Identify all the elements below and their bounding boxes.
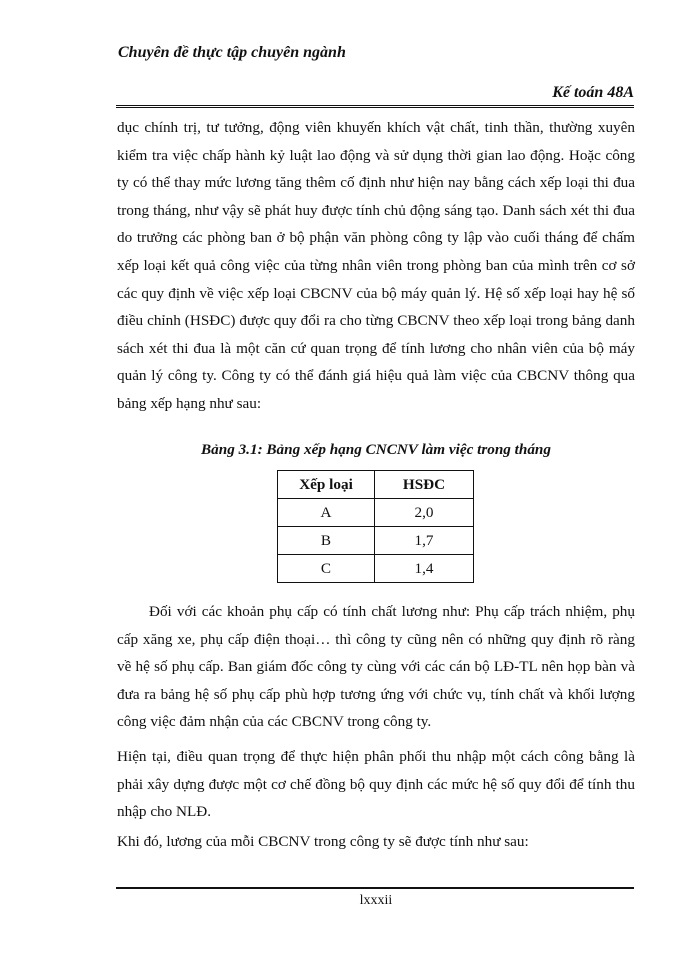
table-cell-hsdc: 1,4	[375, 555, 474, 583]
ranking-table	[277, 470, 474, 583]
header-double-rule	[116, 105, 634, 108]
page-number: lxxxii	[359, 893, 393, 908]
table-header-row	[278, 471, 474, 499]
paragraph-allowances: Đối với các khoản phụ cấp có tính chất lương như: Phụ cấp trách nhiệm, phụ cấp xăng xe, phụ cấp điện thoại… thì công ty cũng nên có những quy định rõ ràng về hệ số phụ cấp. Ban giám đốc công ty cùng với các cán bộ LĐ-TL nên họp bàn và đưa ra bảng hệ số phụ cấp phù hợp tương ứng với chức vụ, tính chất và khối lượng công việc đảm nhận của các CBCNV trong công ty.	[117, 603, 635, 731]
table-row	[278, 555, 474, 583]
paragraph-salary-formula-intro: Khi đó, lương của mỗi CBCNV trong công ty sẽ được tính như sau:	[117, 833, 529, 850]
paragraph-ranking-intro: dục chính trị, tư tưởng, động viên khuyến khích vật chất, tinh thần, thường xuyên kiểm tra việc chấp hành kỷ luật lao động và sử dụng thời gian lao động. Hoặc công ty có thể thay mức lương tăng thêm cố định như hiện nay bằng cách xếp loại thi đua trong tháng, như vậy sẽ phát huy được tính chủ động sáng tạo. Danh sách xét thi đua do trưởng các phòng ban ở bộ phận văn phòng công ty lập vào cuối tháng để chấm xếp loại kết quả công việc của từng nhân viên trong phòng ban của mình trên cơ sở các quy định về việc xếp loại CBCNV của bộ máy quản lý. Hệ số xếp loại hay hệ số điều chỉnh (HSĐC) được quy đổi ra cho từng CBCNV theo xếp loại trong bảng danh sách xét thi đua là một căn cứ quan trọng để tính lương cho nhân viên của bộ máy quản lý công ty. Công ty có thể đánh giá hiệu quả làm việc của CBCNV thông qua bảng xếp hạng như sau:	[117, 119, 635, 412]
table-row	[278, 499, 474, 527]
table-cell-rank: C	[278, 555, 375, 583]
table-row	[278, 527, 474, 555]
table-cell-rank: A	[278, 499, 375, 527]
document-header-class: Kế toán 48A	[552, 84, 634, 101]
table-cell-hsdc: 1,7	[375, 527, 474, 555]
table-cell-hsdc: 2,0	[375, 499, 474, 527]
table-caption: Bảng 3.1: Bảng xếp hạng CNCNV làm việc trong tháng	[201, 441, 551, 458]
document-header-title: Chuyên đề thực tập chuyên ngành	[118, 44, 346, 61]
paragraph-income-distribution: Hiện tại, điều quan trọng để thực hiện phân phối thu nhập một cách công bằng là phải xây dựng được một cơ chế đồng bộ quy định các mức hệ số quy đổi để tính thu nhập cho NLĐ.	[117, 748, 635, 821]
table-header-rank: Xếp loại	[278, 471, 375, 499]
table-header-hsdc: HSĐC	[375, 471, 474, 499]
table-cell-rank: B	[278, 527, 375, 555]
footer-rule	[116, 887, 634, 889]
